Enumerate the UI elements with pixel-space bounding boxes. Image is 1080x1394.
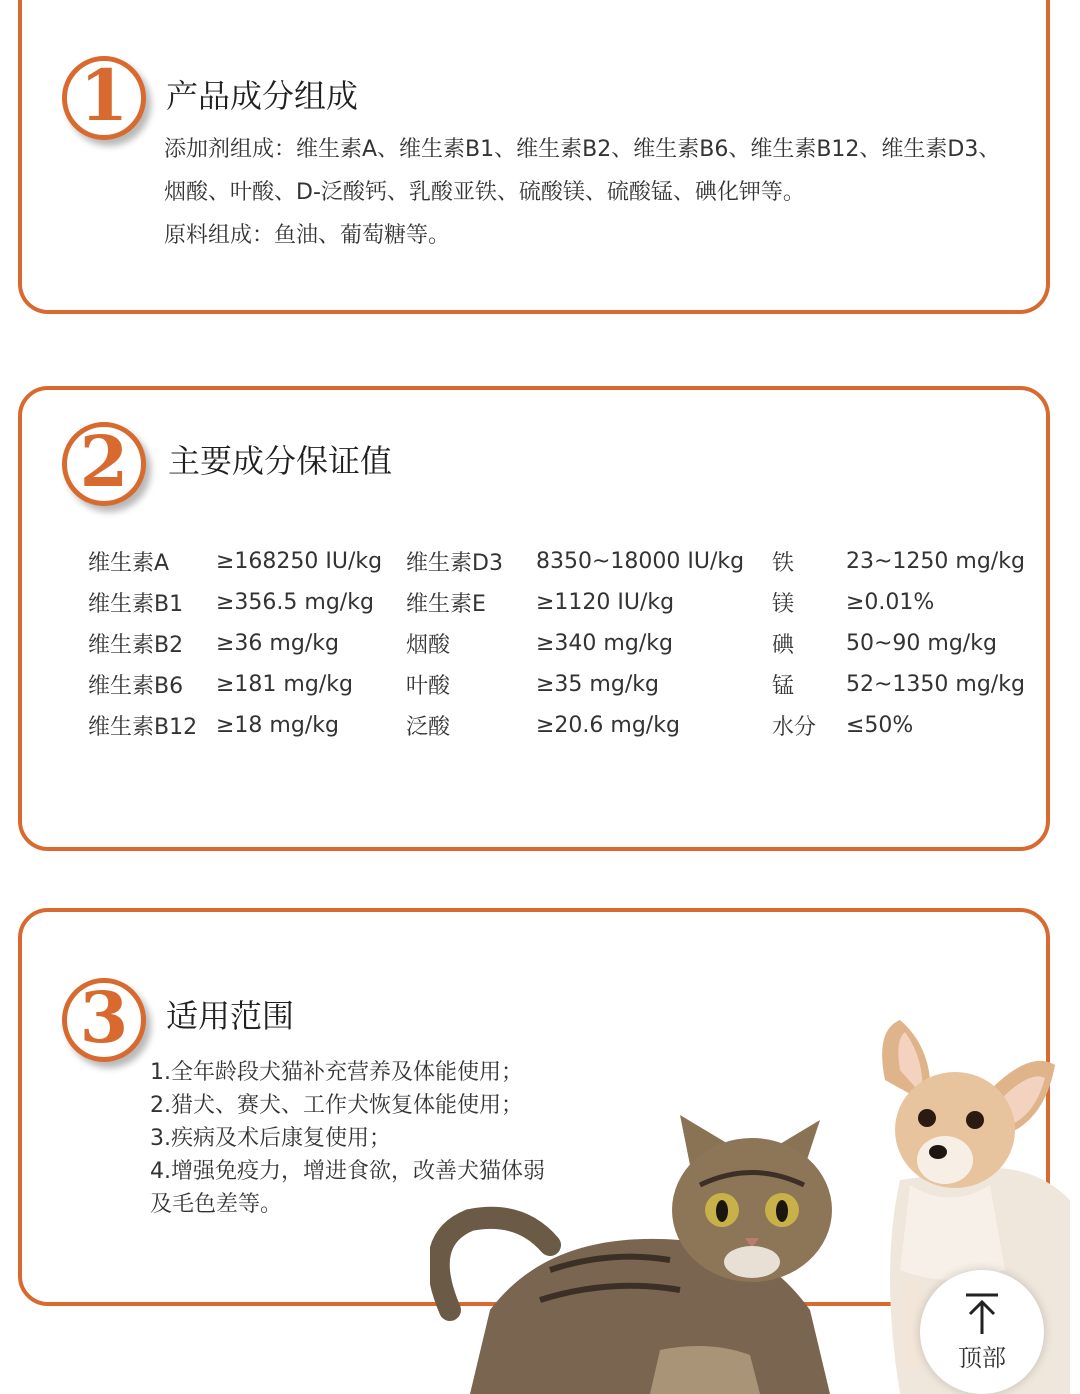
ingredients-line: 原料组成：鱼油、葡萄糖等。 <box>164 223 451 248</box>
table-row <box>88 623 1026 664</box>
nutrient-value: ≥20.6 mg/kg <box>536 713 680 738</box>
list-item: 1.全年龄段犬猫补充营养及体能使用； <box>150 1060 523 1085</box>
table-row <box>88 541 1026 582</box>
nutrient-name: 泛酸 <box>406 715 451 740</box>
ingredients-line: 添加剂组成：维生素A、维生素B1、维生素B2、维生素B6、维生素B12、维生素D3、 <box>164 137 1001 162</box>
ingredients-line: 烟酸、叶酸、D-泛酸钙、乳酸亚铁、硫酸镁、硫酸锰、碘化钾等。 <box>164 180 805 205</box>
nutrient-value: 23~1250 mg/kg <box>846 549 1025 574</box>
section-number-badge: 2 <box>62 422 146 506</box>
nutrient-value: ≥36 mg/kg <box>216 631 339 656</box>
nutrient-name: 水分 <box>772 715 817 740</box>
nutrient-name: 碘 <box>772 633 795 658</box>
nutrient-value: ≥1120 IU/kg <box>536 590 675 615</box>
nutrient-value: ≥356.5 mg/kg <box>216 590 374 615</box>
list-item: 及毛色差等。 <box>150 1192 283 1217</box>
section-title: 主要成分保证值 <box>168 442 393 480</box>
nutrient-table <box>88 541 1026 746</box>
arrow-up-icon <box>962 1292 1002 1336</box>
nutrient-value: ≤50% <box>846 713 914 738</box>
cat-image <box>439 1115 832 1394</box>
table-row <box>88 582 1026 623</box>
nutrient-name: 叶酸 <box>406 674 451 699</box>
nutrient-value: ≥168250 IU/kg <box>216 549 383 574</box>
list-item: 4.增强免疫力，增进食欲，改善犬猫体弱 <box>150 1159 545 1184</box>
nutrient-value: ≥340 mg/kg <box>536 631 673 656</box>
list-item: 2.猎犬、赛犬、工作犬恢复体能使用； <box>150 1093 523 1118</box>
nutrient-name: 维生素B6 <box>88 674 184 699</box>
section-title: 适用范围 <box>166 997 295 1035</box>
nutrient-value: ≥181 mg/kg <box>216 672 353 697</box>
back-to-top-label: 顶部 <box>958 1343 1006 1372</box>
table-row <box>88 705 1026 746</box>
back-to-top-button[interactable] <box>920 1270 1044 1394</box>
nutrient-value: 8350~18000 IU/kg <box>536 549 745 574</box>
list-item: 3.疾病及术后康复使用； <box>150 1126 391 1151</box>
nutrient-name: 维生素B1 <box>88 592 184 617</box>
nutrient-name: 维生素B2 <box>88 633 184 658</box>
section-title: 产品成分组成 <box>166 77 359 115</box>
nutrient-name: 锰 <box>772 674 795 699</box>
table-row <box>88 664 1026 705</box>
nutrient-value: 52~1350 mg/kg <box>846 672 1025 697</box>
nutrient-name: 维生素B12 <box>88 715 198 740</box>
nutrient-name: 烟酸 <box>406 633 451 658</box>
ingredients-text <box>164 128 1000 257</box>
nutrient-value: ≥18 mg/kg <box>216 713 339 738</box>
section-number-badge: 1 <box>62 56 146 140</box>
nutrient-name: 铁 <box>772 551 795 576</box>
section-number-badge: 3 <box>62 978 146 1062</box>
nutrient-name: 维生素E <box>406 592 486 617</box>
nutrient-value: 50~90 mg/kg <box>846 631 997 656</box>
nutrient-name: 维生素D3 <box>406 551 503 576</box>
nutrient-value: ≥35 mg/kg <box>536 672 659 697</box>
nutrient-name: 镁 <box>772 592 795 617</box>
nutrient-value: ≥0.01% <box>846 590 935 615</box>
nutrient-name: 维生素A <box>88 551 170 576</box>
